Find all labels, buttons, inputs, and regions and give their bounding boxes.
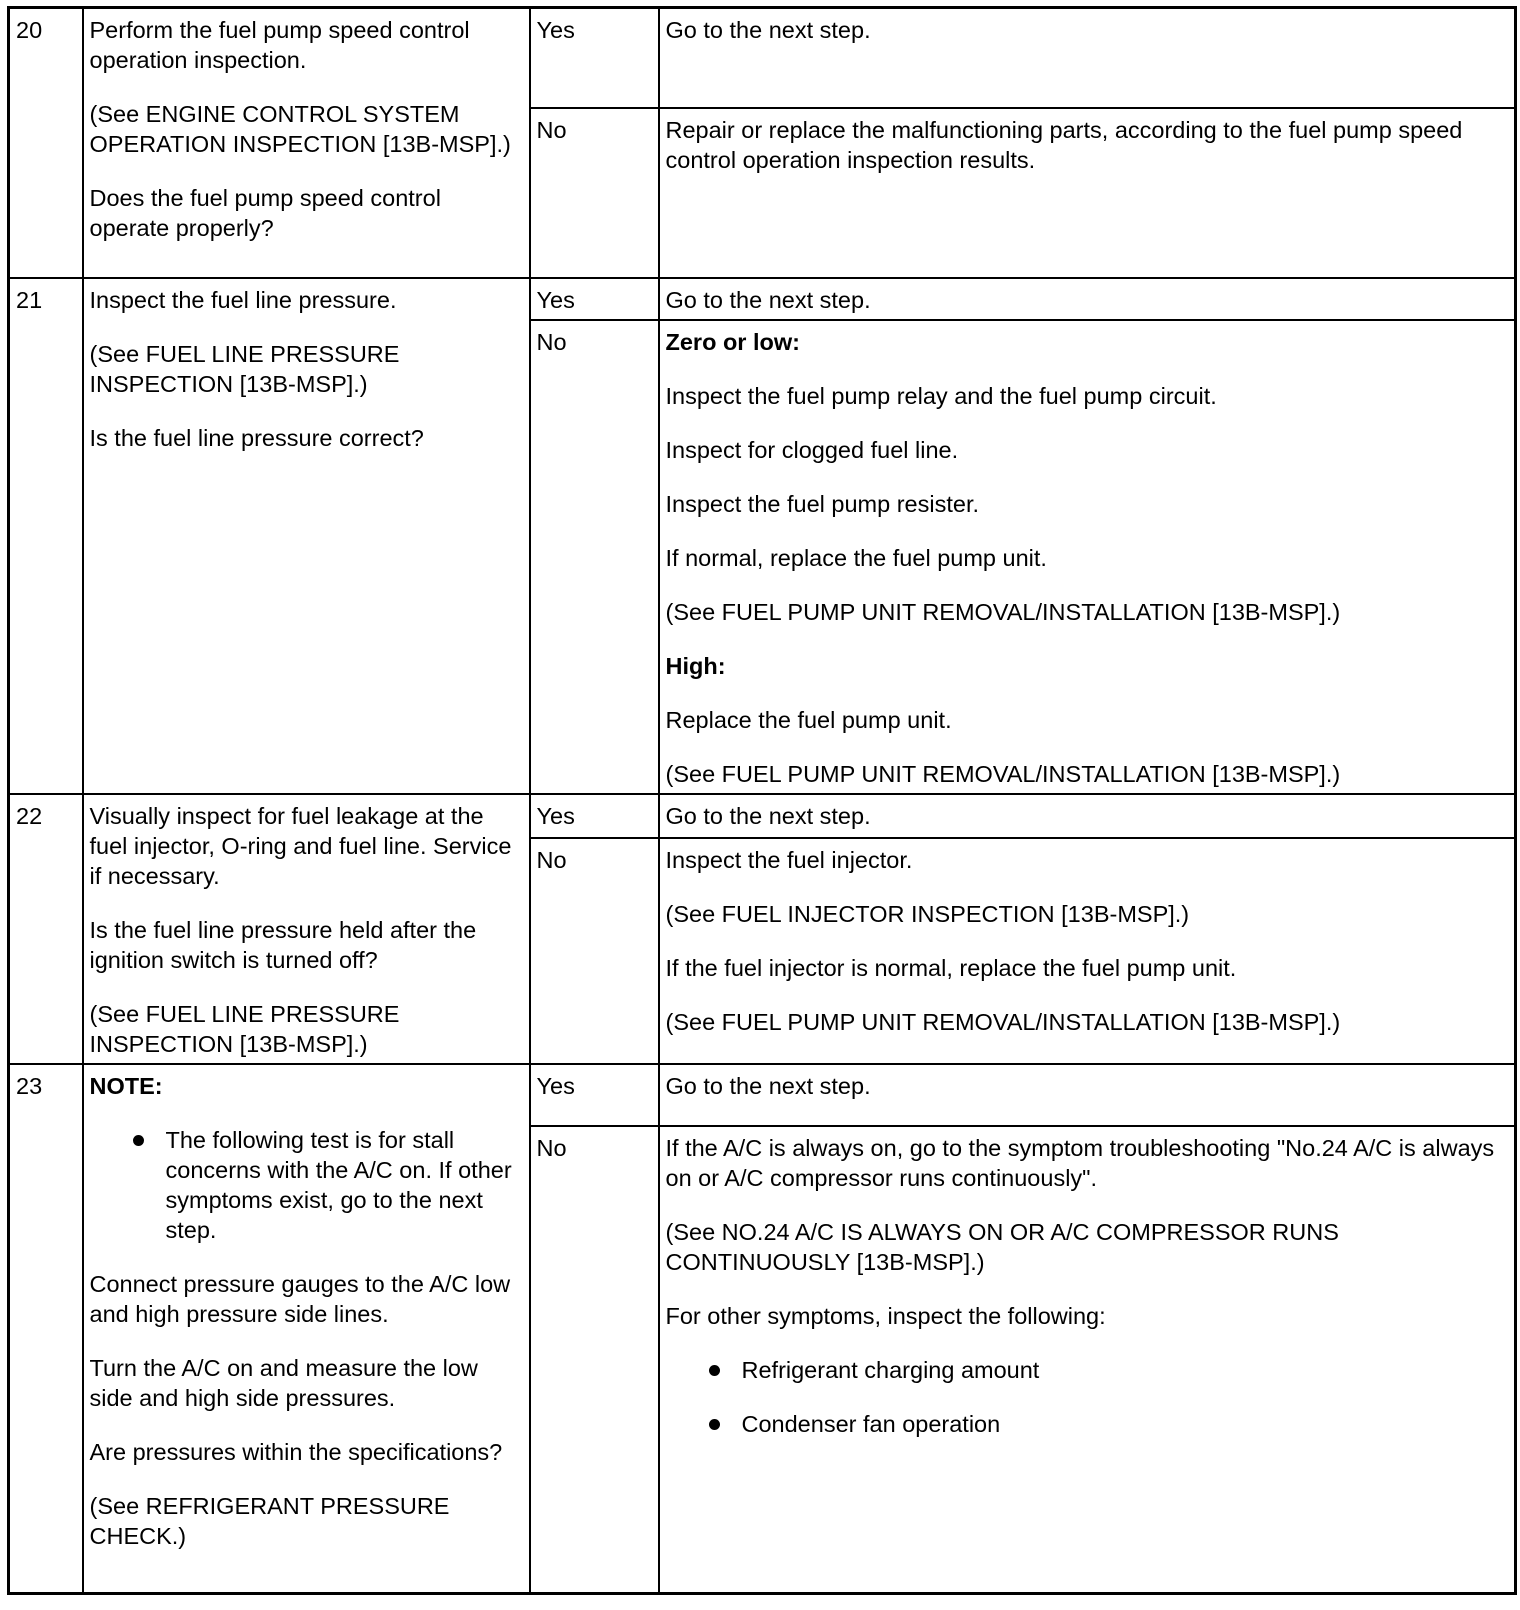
action-text: Perform the fuel pump speed control operation inspection. bbox=[89, 17, 470, 73]
no-label: No bbox=[530, 838, 659, 1063]
yes-result: Go to the next step. bbox=[659, 794, 1516, 839]
step-number: 23 bbox=[9, 1064, 83, 1594]
step-number: 20 bbox=[9, 8, 83, 278]
step-action bbox=[83, 1064, 530, 1594]
step-21-yes-row bbox=[9, 278, 1516, 320]
result-text: Inspect the fuel pump relay and the fuel pump circuit. bbox=[665, 382, 1217, 409]
action-text: (See FUEL LINE PRESSURE INSPECTION [13B-MSP].) bbox=[89, 1000, 400, 1057]
step-action bbox=[83, 8, 530, 278]
result-text: If the A/C is always on, go to the symptom troubleshooting "No.24 A/C is always on or A/C compressor runs continuously". bbox=[665, 1134, 1495, 1191]
bullet-icon bbox=[709, 1419, 720, 1430]
action-text: Inspect the fuel line pressure. bbox=[89, 286, 397, 313]
no-result bbox=[659, 320, 1516, 794]
note-item bbox=[133, 1125, 523, 1245]
result-text: (See FUEL PUMP UNIT REMOVAL/INSTALLATION [13B-MSP].) bbox=[665, 760, 1341, 787]
yes-label: Yes bbox=[530, 794, 659, 839]
no-label: No bbox=[530, 108, 659, 278]
result-text: If normal, replace the fuel pump unit. bbox=[665, 544, 1047, 571]
symptom-text: Condenser fan operation bbox=[741, 1410, 1001, 1437]
action-text: (See REFRIGERANT PRESSURE CHECK.) bbox=[89, 1492, 450, 1549]
yes-label: Yes bbox=[530, 278, 659, 320]
step-22-yes-row bbox=[9, 794, 1516, 839]
action-text: Is the fuel line pressure held after the ignition switch is turned off? bbox=[89, 916, 477, 973]
action-text: Connect pressure gauges to the A/C low and high pressure side lines. bbox=[89, 1270, 511, 1327]
result-text: For other symptoms, inspect the following: bbox=[665, 1302, 1106, 1329]
no-label: No bbox=[530, 1126, 659, 1594]
note-label: NOTE: bbox=[89, 1072, 163, 1099]
step-action bbox=[83, 278, 530, 794]
result-heading: High: bbox=[665, 652, 726, 679]
action-text: Turn the A/C on and measure the low side and high side pressures. bbox=[89, 1354, 478, 1411]
no-result bbox=[659, 838, 1516, 1063]
yes-result: Go to the next step. bbox=[659, 8, 1516, 108]
troubleshooting-table bbox=[7, 6, 1517, 1595]
note-text: The following test is for stall concerns with the A/C on. If other symptoms exist, go to the next step. bbox=[165, 1126, 512, 1243]
step-number: 22 bbox=[9, 794, 83, 1064]
result-text: Repair or replace the malfunctioning parts, according to the fuel pump speed control operation inspection results. bbox=[665, 116, 1463, 173]
result-text: (See FUEL PUMP UNIT REMOVAL/INSTALLATION [13B-MSP].) bbox=[665, 1009, 1341, 1036]
symptom-item bbox=[709, 1409, 1509, 1439]
no-result bbox=[659, 108, 1516, 278]
step-number: 21 bbox=[9, 278, 83, 794]
symptom-item bbox=[709, 1355, 1509, 1385]
action-text: Is the fuel line pressure correct? bbox=[89, 424, 424, 451]
result-text: (See FUEL INJECTOR INSPECTION [13B-MSP].) bbox=[665, 901, 1190, 928]
result-text: Replace the fuel pump unit. bbox=[665, 706, 952, 733]
result-heading: Zero or low: bbox=[665, 328, 800, 355]
action-text: Are pressures within the specifications? bbox=[89, 1438, 503, 1465]
action-text: (See FUEL LINE PRESSURE INSPECTION [13B-MSP].) bbox=[89, 340, 400, 397]
result-text: Inspect the fuel pump resister. bbox=[665, 490, 979, 517]
result-text: (See FUEL PUMP UNIT REMOVAL/INSTALLATION [13B-MSP].) bbox=[665, 598, 1341, 625]
result-text: Inspect the fuel injector. bbox=[665, 847, 913, 874]
result-text: (See NO.24 A/C IS ALWAYS ON OR A/C COMPRESSOR RUNS CONTINUOUSLY [13B-MSP].) bbox=[665, 1218, 1339, 1275]
action-text: Does the fuel pump speed control operate properly? bbox=[89, 185, 441, 241]
yes-label: Yes bbox=[530, 8, 659, 108]
yes-result: Go to the next step. bbox=[659, 278, 1516, 320]
no-result bbox=[659, 1126, 1516, 1594]
symptom-text: Refrigerant charging amount bbox=[741, 1356, 1040, 1383]
symptom-list bbox=[666, 1355, 1509, 1439]
bullet-icon bbox=[133, 1135, 144, 1146]
result-text: Inspect for clogged fuel line. bbox=[665, 436, 959, 463]
note-list bbox=[90, 1125, 523, 1245]
no-label: No bbox=[530, 320, 659, 794]
yes-result: Go to the next step. bbox=[659, 1064, 1516, 1126]
result-text: If the fuel injector is normal, replace the fuel pump unit. bbox=[665, 955, 1237, 982]
bullet-icon bbox=[709, 1365, 720, 1376]
action-text: Visually inspect for fuel leakage at the fuel injector, O-ring and fuel line. Service if necessary. bbox=[89, 802, 512, 889]
action-text: (See ENGINE CONTROL SYSTEM OPERATION INSPECTION [13B-MSP].) bbox=[89, 101, 511, 157]
yes-label: Yes bbox=[530, 1064, 659, 1126]
step-20-yes-row bbox=[9, 8, 1516, 108]
step-23-yes-row bbox=[9, 1064, 1516, 1126]
step-action bbox=[83, 794, 530, 1064]
